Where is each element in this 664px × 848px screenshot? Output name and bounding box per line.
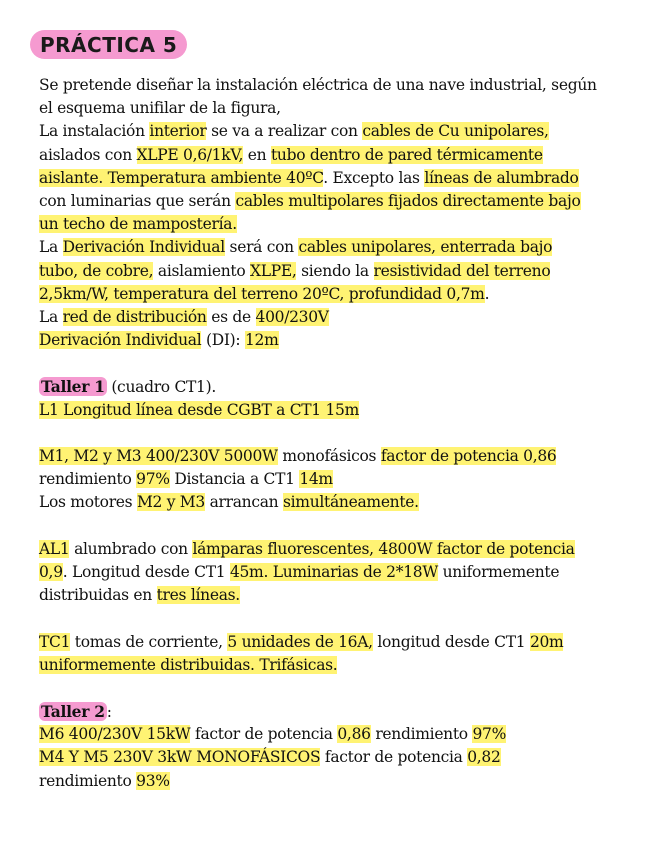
text-line — [39, 723, 629, 746]
text-line — [39, 375, 629, 398]
section-label: Taller 1 — [41, 377, 105, 397]
highlighted-text: aislante. Temperatura ambiente 40ºC — [39, 168, 324, 187]
highlighted-text: 20m — [529, 632, 564, 651]
highlighted-text: cables de Cu unipolares, — [362, 122, 549, 141]
text-segment: será con — [224, 238, 299, 257]
text-line — [39, 399, 629, 422]
text-line — [39, 700, 629, 723]
text-segment: con luminarias que serán — [39, 191, 236, 210]
text-segment: siendo la — [296, 261, 374, 280]
document-body — [39, 74, 629, 793]
section-label: Taller 2 — [41, 702, 105, 722]
highlighted-text: L1 Longitud línea desde CGBT a CT1 15m — [39, 400, 360, 419]
highlighted-text: un techo de mampostería. — [39, 215, 237, 234]
text-segment: Se pretende diseñar la instalación eléctrica de una nave industrial, según — [39, 76, 597, 94]
highlighted-text: 12m — [244, 331, 279, 350]
text-line — [39, 97, 629, 120]
text-line — [39, 120, 629, 143]
blank-line — [39, 677, 629, 700]
highlighted-text: resistividad del terreno — [373, 261, 551, 280]
text-segment: rendimiento — [39, 470, 137, 489]
text-segment: . Longitud desde CT1 — [62, 562, 230, 581]
highlighted-text: 97% — [472, 725, 507, 744]
blank-line — [39, 352, 629, 375]
highlighted-text: 2,5km/W, temperatura del terreno 20ºC, profundidad 0,7m — [39, 284, 485, 303]
text-segment: distribuidas en — [39, 586, 157, 605]
highlighted-text: AL1 — [39, 539, 70, 558]
text-segment: . — [484, 284, 490, 303]
highlighted-text: M4 Y M5 230V 3kW MONOFÁSICOS — [39, 748, 321, 767]
highlighted-text: tres líneas. — [156, 586, 240, 605]
text-line — [39, 144, 629, 167]
highlighted-text: Derivación Individual — [39, 331, 202, 350]
highlighted-text: 5 unidades de 16A, — [227, 632, 373, 651]
text-line — [39, 283, 629, 306]
text-line — [39, 190, 629, 213]
highlighted-text: M1, M2 y M3 400/230V 5000W — [39, 447, 278, 465]
text-segment: La instalación — [39, 122, 150, 141]
highlighted-text: interior — [149, 122, 207, 141]
highlighted-text: XLPE 0,6/1kV, — [136, 145, 244, 164]
highlighted-text: cables multipolares fijados directamente bajo — [235, 191, 581, 210]
text-segment: tomas de corriente, — [70, 632, 228, 651]
text-line — [39, 167, 629, 190]
page-title: PRÁCTICA 5 — [30, 30, 187, 59]
text-line — [39, 746, 629, 769]
highlighted-text: 45m. Luminarias de 2*18W — [229, 562, 438, 581]
highlighted-text: 0,9 — [39, 562, 63, 581]
highlighted-text: 93% — [136, 771, 170, 790]
text-line — [39, 770, 629, 793]
highlighted-text: factor de potencia 0,86 — [380, 447, 557, 465]
text-line — [39, 213, 629, 236]
highlighted-text: 97% — [136, 470, 170, 489]
highlighted-text: M6 400/230V 15kW — [39, 725, 191, 744]
highlighted-text: cables unipolares, enterrada bajo — [298, 238, 553, 257]
text-segment: rendimiento — [39, 771, 137, 790]
text-segment: Los motores — [39, 493, 137, 512]
text-segment: rendimiento — [370, 725, 473, 744]
text-segment: se va a realizar con — [206, 122, 363, 141]
text-segment: en — [243, 145, 271, 164]
text-segment: La — [39, 307, 63, 326]
text-line — [39, 584, 629, 607]
text-segment: : — [106, 703, 112, 722]
text-segment: el esquema unifilar de la figura, — [39, 99, 281, 118]
text-line — [39, 445, 629, 468]
text-line — [39, 468, 629, 491]
blank-line — [39, 607, 629, 630]
highlighted-text: tubo, de cobre, — [39, 261, 154, 280]
text-segment: aislados con — [39, 145, 137, 164]
text-segment: es de — [206, 307, 256, 326]
text-line — [39, 74, 629, 97]
highlighted-text: 0,82 — [467, 748, 501, 767]
text-segment: La — [39, 238, 63, 257]
text-line — [39, 538, 629, 561]
highlighted-text: XLPE, — [249, 261, 297, 280]
highlighted-text: Derivación Individual — [62, 238, 225, 257]
highlighted-text: lámparas fluorescentes, 4800W factor de potencia — [192, 539, 575, 558]
text-segment: Distancia a CT1 — [169, 470, 300, 489]
text-segment: alumbrado con — [69, 539, 193, 558]
text-line — [39, 306, 629, 329]
text-segment: uniformemente — [437, 562, 560, 581]
text-segment: factor de potencia — [190, 725, 338, 744]
highlighted-text: M2 y M3 — [136, 493, 205, 512]
text-segment: (cuadro CT1). — [106, 378, 216, 397]
text-segment: longitud desde CT1 — [372, 632, 530, 651]
text-line — [39, 491, 629, 514]
highlighted-text: 14m — [299, 470, 333, 489]
text-segment: . Excepto las — [323, 168, 425, 187]
text-segment: aislamiento — [153, 261, 250, 280]
text-line — [39, 260, 629, 283]
text-line — [39, 236, 629, 259]
text-line — [39, 654, 629, 677]
highlighted-text: líneas de alumbrado — [424, 168, 579, 187]
highlighted-text: TC1 — [39, 632, 71, 651]
highlighted-text: tubo dentro de pared térmicamente — [270, 145, 543, 164]
text-line — [39, 329, 629, 352]
highlighted-text: red de distribución — [62, 307, 207, 326]
highlighted-text: 400/230V — [255, 307, 329, 326]
text-segment: (DI): — [201, 331, 245, 350]
text-segment: factor de potencia — [320, 748, 468, 767]
blank-line — [39, 422, 629, 445]
text-segment: arrancan — [204, 493, 283, 512]
highlighted-text: 0,86 — [337, 725, 371, 744]
text-line — [39, 631, 629, 654]
text-segment: monofásicos — [277, 447, 381, 465]
blank-line — [39, 515, 629, 538]
text-line — [39, 561, 629, 584]
highlighted-text: simultáneamente. — [283, 493, 419, 512]
highlighted-text: uniformemente distribuidas. Trifásicas. — [39, 655, 338, 674]
